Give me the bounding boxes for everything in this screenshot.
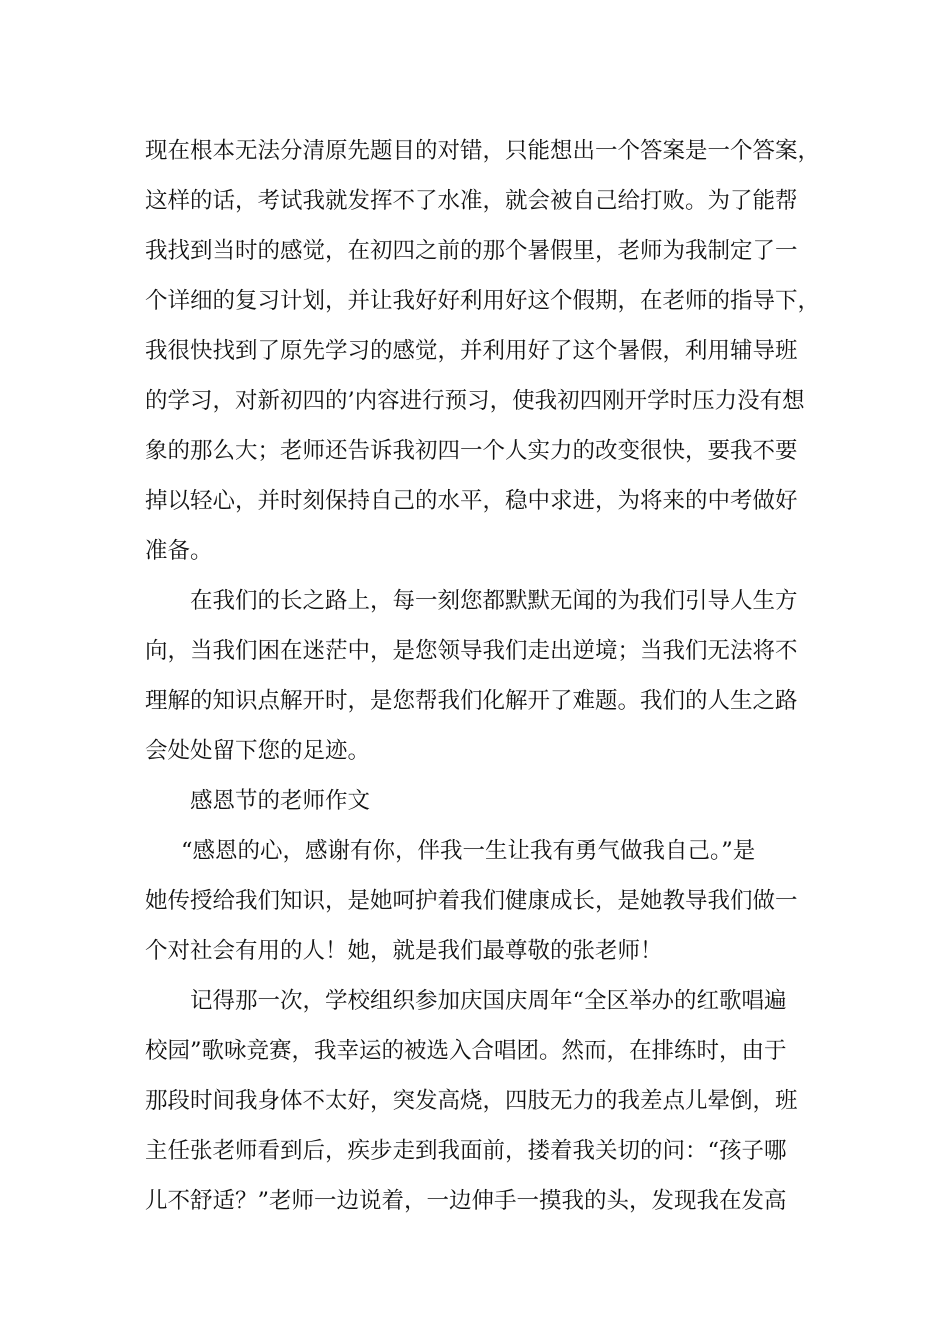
text-line: 向，当我们困在迷茫中，是您领导我们走出逆境；当我们无法将不 [145,638,798,664]
paragraph-3 [145,826,835,976]
section-heading [145,776,835,826]
text-line: “感恩的心，感谢有你，伴我一生让我有勇气做我自己。”是 [181,838,756,864]
text-line: 主任张老师看到后，疾步走到我面前，搂着我关切的问：“孩子哪 [145,1138,787,1164]
text-line: 我找到当时的感觉，在初四之前的那个暑假里，老师为我制定了一 [145,238,798,264]
text-line: 象的那么大；老师还告诉我初四一个人实力的改变很快，要我不要 [145,438,798,464]
text-line: 记得那一次，学校组织参加庆国庆周年“全区举办的红歌唱遍 [190,988,787,1014]
heading-text: 感恩节的老师作文 [190,788,371,814]
paragraph-4 [145,976,835,1226]
text-line: 理解的知识点解开时，是您帮我们化解开了难题。我们的人生之路 [145,688,798,714]
text-line: 的学习，对新初四的’内容进行预习，使我初四刚开学时压力没有想 [145,388,805,414]
text-line: 会处处留下您的足迹。 [145,738,371,764]
text-line: 现在根本无法分清原先题目的对错，只能想出一个答案是一个答案， [145,138,821,164]
text-line: 她传授给我们知识，是她呵护着我们健康成长，是她教导我们做一 [145,888,798,914]
text-line: 那段时间我身体不太好，突发高烧，四肢无力的我差点儿晕倒，班 [145,1088,798,1114]
text-line: 这样的话，考试我就发挥不了水准，就会被自己给打败。为了能帮 [145,188,798,214]
paragraph-2 [145,576,835,776]
paragraph-1 [145,126,835,576]
text-line: 准备。 [145,538,213,564]
text-line: 在我们的长之路上，每一刻您都默默无闻的为我们引导人生方 [190,588,798,614]
text-line: 校园”歌咏竞赛，我幸运的被选入合唱团。然而，在排练时，由于 [145,1038,787,1064]
document-body [145,126,835,1226]
text-line: 儿不舒适？”老师一边说着，一边伸手一摸我的头，发现我在发高 [145,1188,787,1214]
text-line: 个对社会有用的人！她，就是我们最尊敬的张老师！ [145,938,663,964]
text-line: 掉以轻心，并时刻保持自己的水平，稳中求进，为将来的中考做好 [145,488,798,514]
text-line: 个详细的复习计划，并让我好好利用好这个假期，在老师的指导下， [145,288,821,314]
text-line: 我很快找到了原先学习的感觉，并利用好了这个暑假，利用辅导班 [145,338,798,364]
